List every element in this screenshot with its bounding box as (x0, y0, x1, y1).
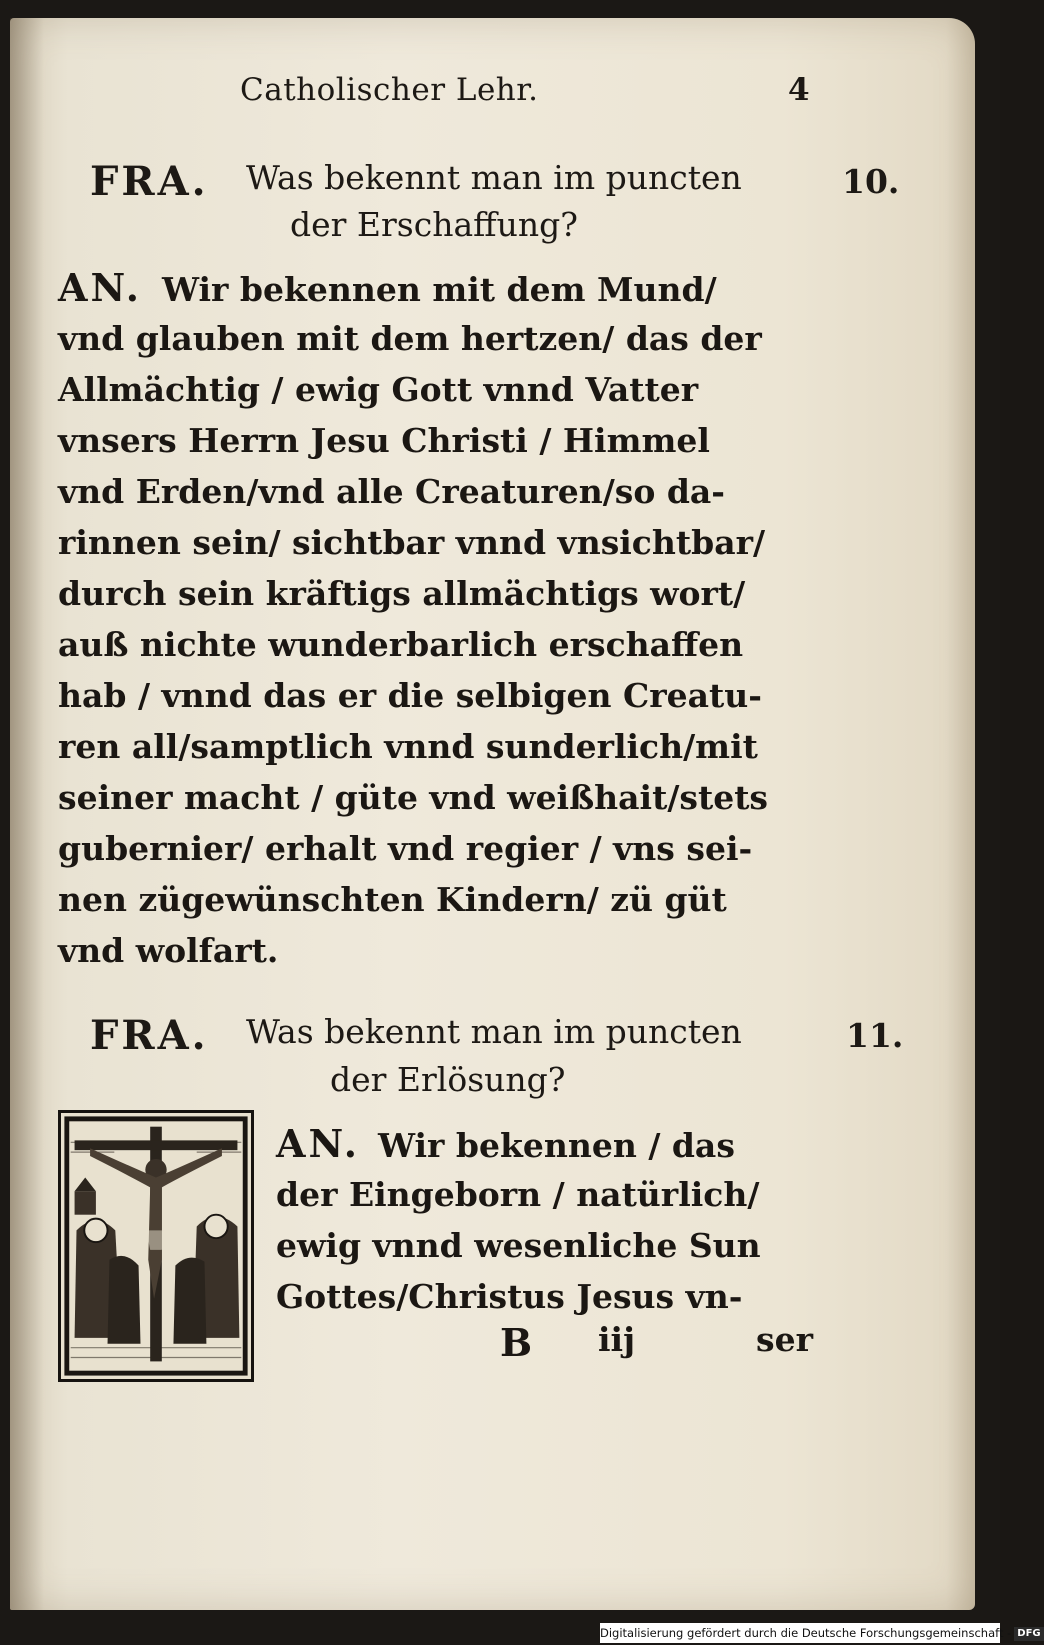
answer1-line-13: vnd wolfart. (58, 931, 279, 970)
question2-margin-number: 11. (846, 1016, 904, 1055)
answer1-line-4: vnd Erden/vnd alle Creaturen/so da- (58, 472, 725, 511)
catchword: ser (756, 1320, 813, 1359)
question1-text-line1: Was bekennt man im puncten (246, 158, 742, 197)
answer2-line-2: ewig vnnd wesenliche Sun (276, 1226, 761, 1265)
answer1-line-0 (58, 262, 818, 313)
answer2-block (276, 1118, 816, 1322)
question2-text-line1: Was bekennt man im puncten (246, 1012, 742, 1051)
dfg-logo: DFG (1014, 1627, 1043, 1641)
answer1-line-6: durch sein kräftigs allmächtigs wort/ (58, 574, 746, 613)
answer1-label: AN. (58, 265, 143, 310)
answer1-line-1: vnd glauben mit dem hertzen/ das der (58, 319, 762, 358)
answer1-line-9: ren all/samptlich vnnd sunderlich/mit (58, 727, 758, 766)
answer1-line-2: Allmächtig / ewig Gott vnnd Vatter (58, 370, 699, 409)
page-gutter-shadow (10, 18, 44, 1610)
credit-text: Digitalisierung gefördert durch die Deutsche Forschungsgemeinschaft - (600, 1626, 1012, 1640)
crucifixion-illustration (61, 1113, 251, 1379)
answer1-line-11: gubernier/ erhalt vnd regier / vns sei- (58, 829, 753, 868)
answer1-line-12: nen zügewünschten Kindern/ zü güt (58, 880, 727, 919)
answer1-line-0-text: Wir bekennen mit dem Mund/ (162, 270, 717, 309)
question1-margin-number: 10. (842, 162, 900, 201)
answer2-line-0 (276, 1118, 816, 1169)
signature-sheet: iij (598, 1320, 636, 1359)
running-head: Catholischer Lehr. (240, 72, 539, 108)
answer1-line-10: seiner macht / güte vnd weißhait/stets (58, 778, 769, 817)
answer1-block (58, 262, 818, 976)
answer1-line-5: rinnen sein/ sichtbar vnnd vnsichtbar/ (58, 523, 766, 562)
answer2-line-3: Gottes/Christus Jesus vn- (276, 1277, 743, 1316)
answer1-line-8: hab / vnnd das er die selbigen Creatu- (58, 676, 762, 715)
question2-text-line2: der Erlösung? (330, 1060, 566, 1099)
answer1-line-3: vnsers Herrn Jesu Christi / Himmel (58, 421, 710, 460)
page-number: 4 (788, 72, 810, 108)
signature-mark: B (500, 1320, 533, 1365)
digitization-credit (600, 1623, 1041, 1643)
answer2-line-1: der Eingeborn / natürlich/ (276, 1175, 760, 1214)
answer2-label: AN. (276, 1121, 361, 1166)
answer1-line-7: auß nichte wunderbarlich erschaffen (58, 625, 744, 664)
answer2-line-0-text: Wir bekennen / das (378, 1126, 735, 1165)
question2-label: FRA. (90, 1012, 209, 1059)
question1-text-line2: der Erschaffung? (290, 205, 578, 244)
crucifixion-woodcut (58, 1110, 254, 1382)
question1-label: FRA. (90, 158, 209, 205)
